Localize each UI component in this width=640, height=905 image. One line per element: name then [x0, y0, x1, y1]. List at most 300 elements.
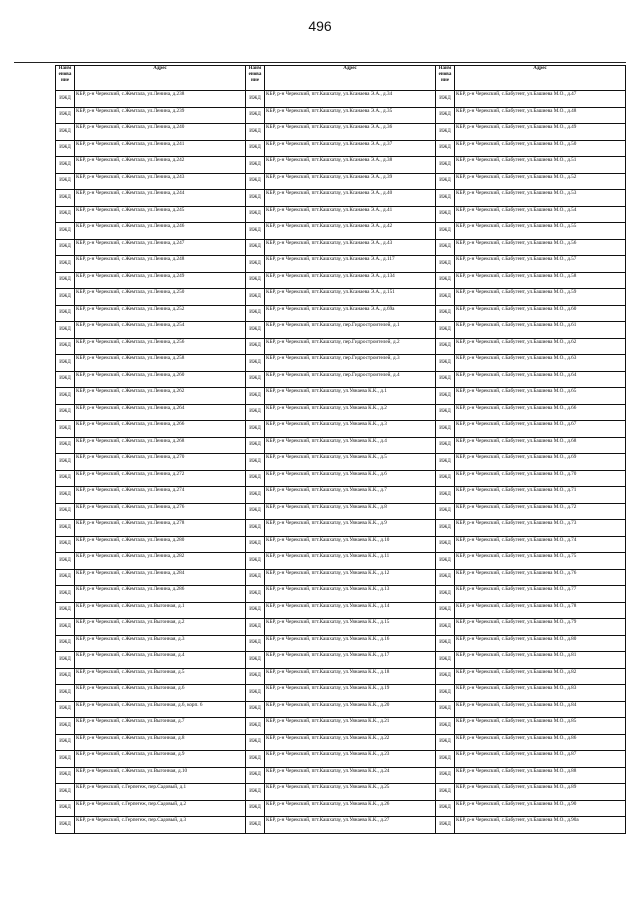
address-cell: КБР, р-н Черекский, пгт.Кашхатау, ул.Уянаева К.К., д.10 [265, 536, 436, 553]
name-cell: ИЖД [56, 338, 75, 355]
name-cell: ИЖД [56, 272, 75, 289]
header-row [56, 66, 626, 91]
address-cell: КБР, р-н Черекский, с.Бабугент, ул.Башиева М.О., д.65 [455, 388, 626, 405]
table-row [56, 289, 626, 306]
name-cell: ИЖД [436, 817, 455, 834]
address-cell: КБР, р-н Черекский, с.Бабугент, ул.Башиева М.О., д.53 [455, 190, 626, 207]
address-cell: КБР, р-н Черекский, с.Жемтала, ул.Ленина, д.266 [75, 421, 246, 438]
name-cell: ИЖД [436, 322, 455, 339]
table-row [56, 355, 626, 372]
address-cell: КБР, р-н Черекский, с.Жемтала, ул.Ленина, д.270 [75, 454, 246, 471]
address-cell: КБР, р-н Черекский, пгт.Кашхатау, ул.Уянаева К.К., д.12 [265, 569, 436, 586]
name-cell: ИЖД [436, 305, 455, 322]
address-cell: КБР, р-н Черекский, с.Бабугент, ул.Башиева М.О., д.68 [455, 437, 626, 454]
name-cell: ИЖД [56, 784, 75, 801]
address-cell: КБР, р-н Черекский, с.Жемтала, ул.Ленина, д.276 [75, 503, 246, 520]
address-cell: КБР, р-н Черекский, с.Бабугент, ул.Башиева М.О., д.55 [455, 223, 626, 240]
address-cell: КБР, р-н Черекский, с.Жемтала, ул.Выгонная, д.10 [75, 767, 246, 784]
address-cell: КБР, р-н Черекский, пгт.Кашхатау, ул.Уянаева К.К., д.18 [265, 668, 436, 685]
address-cell: КБР, р-н Черекский, с.Бабугент, ул.Башиева М.О., д.58 [455, 272, 626, 289]
address-cell: КБР, р-н Черекский, с.Жемтала, ул.Ленина, д.268 [75, 437, 246, 454]
name-cell: ИЖД [246, 338, 265, 355]
name-cell: ИЖД [56, 487, 75, 504]
name-cell: ИЖД [246, 355, 265, 372]
name-cell: ИЖД [56, 355, 75, 372]
name-cell: ИЖД [436, 454, 455, 471]
address-cell: КБР, р-н Черекский, с.Бабугент, ул.Башиева М.О., д.82 [455, 668, 626, 685]
name-cell: ИЖД [56, 206, 75, 223]
address-cell: КБР, р-н Черекский, с.Жемтала, ул.Ленина, д.260 [75, 371, 246, 388]
name-cell: ИЖД [246, 800, 265, 817]
name-cell: ИЖД [56, 256, 75, 273]
address-cell: КБР, р-н Черекский, с.Бабугент, ул.Башиева М.О., д.78 [455, 602, 626, 619]
table-row [56, 685, 626, 702]
address-cell: КБР, р-н Черекский, с.Бабугент, ул.Башиева М.О., д.75 [455, 553, 626, 570]
name-cell: ИЖД [56, 107, 75, 124]
name-cell: ИЖД [436, 371, 455, 388]
address-cell: КБР, р-н Черекский, с.Жемтала, ул.Ленина, д.242 [75, 157, 246, 174]
name-cell: ИЖД [436, 520, 455, 537]
header-address-1: Адрес [75, 66, 246, 91]
table-row [56, 553, 626, 570]
address-cell: КБР, р-н Черекский, пгт.Кашхатау, ул.Уянаева К.К., д.13 [265, 586, 436, 603]
name-cell: ИЖД [56, 91, 75, 108]
name-cell: ИЖД [56, 190, 75, 207]
address-cell: КБР, р-н Черекский, пгт.Кашхатау, ул.Ксанаева Э.А., д.151 [265, 289, 436, 306]
table-row [56, 223, 626, 240]
name-cell: ИЖД [436, 173, 455, 190]
address-cell: КБР, р-н Черекский, с.Бабугент, ул.Башиева М.О., д.88 [455, 767, 626, 784]
address-cell: КБР, р-н Черекский, с.Жемтала, ул.Ленина, д.240 [75, 124, 246, 141]
address-cell: КБР, р-н Черекский, с.Бабугент, ул.Башиева М.О., д.90 [455, 800, 626, 817]
name-cell: ИЖД [246, 652, 265, 669]
name-cell: ИЖД [436, 206, 455, 223]
address-cell: КБР, р-н Черекский, с.Бабугент, ул.Башиева М.О., д.72 [455, 503, 626, 520]
address-cell: КБР, р-н Черекский, с.Бабугент, ул.Башиева М.О., д.69 [455, 454, 626, 471]
name-cell: ИЖД [56, 388, 75, 405]
address-cell: КБР, р-н Черекский, пгт.Кашхатау, ул.Уянаева К.К., д.24 [265, 767, 436, 784]
table-row [56, 734, 626, 751]
name-cell: ИЖД [246, 437, 265, 454]
name-cell: ИЖД [436, 338, 455, 355]
address-cell: КБР, р-н Черекский, с.Бабугент, ул.Башиева М.О., д.57 [455, 256, 626, 273]
address-cell: КБР, р-н Черекский, пгт.Кашхатау, ул.Уянаева К.К., д.2 [265, 404, 436, 421]
name-cell: ИЖД [56, 652, 75, 669]
address-cell: КБР, р-н Черекский, с.Бабугент, ул.Башиева М.О., д.89 [455, 784, 626, 801]
address-cell: КБР, р-н Черекский, с.Жемтала, ул.Ленина, д.239 [75, 107, 246, 124]
name-cell: ИЖД [56, 751, 75, 768]
name-cell: ИЖД [246, 784, 265, 801]
address-cell: КБР, р-н Черекский, пгт.Кашхатау, ул.Ксанаева Э.А., д.69а [265, 305, 436, 322]
name-cell: ИЖД [246, 371, 265, 388]
address-cell: КБР, р-н Черекский, пгт.Кашхатау, ул.Уянаева К.К., д.25 [265, 784, 436, 801]
name-cell: ИЖД [246, 239, 265, 256]
address-cell: КБР, р-н Черекский, с.Бабугент, ул.Башиева М.О., д.83 [455, 685, 626, 702]
address-cell: КБР, р-н Черекский, пгт.Кашхатау, ул.Уянаева К.К., д.4 [265, 437, 436, 454]
address-cell: КБР, р-н Черекский, с.Бабугент, ул.Башиева М.О., д.80 [455, 635, 626, 652]
address-cell: КБР, р-н Черекский, с.Герпегеж, пер.Садовый, д.2 [75, 800, 246, 817]
table-row [56, 767, 626, 784]
table-row [56, 140, 626, 157]
address-cell: КБР, р-н Черекский, с.Жемтала, ул.Ленина, д.284 [75, 569, 246, 586]
name-cell: ИЖД [436, 437, 455, 454]
name-cell: ИЖД [246, 701, 265, 718]
header-name-2: Наим енова ние [246, 66, 265, 91]
address-table [55, 65, 626, 834]
name-cell: ИЖД [246, 668, 265, 685]
name-cell: ИЖД [246, 305, 265, 322]
address-cell: КБР, р-н Черекский, с.Жемтала, ул.Ленина, д.248 [75, 256, 246, 273]
address-cell: КБР, р-н Черекский, пгт.Кашхатау, пер.Гидростроителей, д.4 [265, 371, 436, 388]
address-cell: КБР, р-н Черекский, с.Бабугент, ул.Башиева М.О., д.86 [455, 734, 626, 751]
page-number: 496 [308, 18, 332, 34]
address-cell: КБР, р-н Черекский, с.Жемтала, ул.Ленина, д.247 [75, 239, 246, 256]
name-cell: ИЖД [246, 536, 265, 553]
name-cell: ИЖД [246, 289, 265, 306]
name-cell: ИЖД [56, 602, 75, 619]
table-row [56, 91, 626, 108]
address-cell: КБР, р-н Черекский, с.Бабугент, ул.Башиева М.О., д.79 [455, 619, 626, 636]
name-cell: ИЖД [246, 817, 265, 834]
header-address-3: Адрес [455, 66, 626, 91]
top-rule [14, 62, 626, 63]
table-row [56, 635, 626, 652]
name-cell: ИЖД [246, 157, 265, 174]
address-cell: КБР, р-н Черекский, с.Бабугент, ул.Башиева М.О., д.62 [455, 338, 626, 355]
table-row [56, 239, 626, 256]
name-cell: ИЖД [436, 421, 455, 438]
name-cell: ИЖД [56, 503, 75, 520]
address-cell: КБР, р-н Черекский, с.Жемтала, ул.Ленина, д.254 [75, 322, 246, 339]
address-cell: КБР, р-н Черекский, пгт.Кашхатау, ул.Уянаева К.К., д.6 [265, 470, 436, 487]
table-row [56, 338, 626, 355]
header-address-2: Адрес [265, 66, 436, 91]
header-name-3: Наим енова ние [436, 66, 455, 91]
name-cell: ИЖД [246, 322, 265, 339]
name-cell: ИЖД [56, 817, 75, 834]
name-cell: ИЖД [246, 635, 265, 652]
table-row [56, 536, 626, 553]
table-row [56, 454, 626, 471]
table-row [56, 157, 626, 174]
address-cell: КБР, р-н Черекский, с.Жемтала, ул.Ленина, д.252 [75, 305, 246, 322]
name-cell: ИЖД [436, 272, 455, 289]
name-cell: ИЖД [436, 91, 455, 108]
address-cell: КБР, р-н Черекский, с.Бабугент, ул.Башиева М.О., д.54 [455, 206, 626, 223]
address-cell: КБР, р-н Черекский, с.Бабугент, ул.Башиева М.О., д.52 [455, 173, 626, 190]
address-cell: КБР, р-н Черекский, пгт.Кашхатау, ул.Уянаева К.К., д.17 [265, 652, 436, 669]
name-cell: ИЖД [436, 256, 455, 273]
table-row [56, 817, 626, 834]
table-row [56, 190, 626, 207]
table-row [56, 305, 626, 322]
name-cell: ИЖД [56, 685, 75, 702]
address-cell: КБР, р-н Черекский, пгт.Кашхатау, ул.Уянаева К.К., д.7 [265, 487, 436, 504]
address-cell: КБР, р-н Черекский, пгт.Кашхатау, ул.Уянаева К.К., д.26 [265, 800, 436, 817]
address-cell: КБР, р-н Черекский, с.Герпегеж, пер.Садовый, д.1 [75, 784, 246, 801]
address-cell: КБР, р-н Черекский, пгт.Кашхатау, ул.Уянаева К.К., д.15 [265, 619, 436, 636]
name-cell: ИЖД [246, 586, 265, 603]
name-cell: ИЖД [436, 140, 455, 157]
name-cell: ИЖД [56, 701, 75, 718]
address-cell: КБР, р-н Черекский, с.Жемтала, ул.Ленина, д.280 [75, 536, 246, 553]
address-cell: КБР, р-н Черекский, пгт.Кашхатау, ул.Уянаева К.К., д.16 [265, 635, 436, 652]
name-cell: ИЖД [436, 685, 455, 702]
address-cell: КБР, р-н Черекский, с.Жемтала, ул.Ленина, д.262 [75, 388, 246, 405]
name-cell: ИЖД [436, 503, 455, 520]
table-row [56, 371, 626, 388]
name-cell: ИЖД [436, 124, 455, 141]
name-cell: ИЖД [246, 602, 265, 619]
name-cell: ИЖД [56, 536, 75, 553]
name-cell: ИЖД [56, 454, 75, 471]
table-row [56, 437, 626, 454]
address-cell: КБР, р-н Черекский, с.Жемтала, ул.Выгонная, д.5 [75, 668, 246, 685]
address-cell: КБР, р-н Черекский, с.Жемтала, ул.Ленина, д.274 [75, 487, 246, 504]
address-cell: КБР, р-н Черекский, с.Жемтала, ул.Ленина, д.238 [75, 91, 246, 108]
address-cell: КБР, р-н Черекский, с.Жемтала, ул.Ленина, д.245 [75, 206, 246, 223]
name-cell: ИЖД [56, 421, 75, 438]
name-cell: ИЖД [246, 751, 265, 768]
name-cell: ИЖД [246, 91, 265, 108]
address-cell: КБР, р-н Черекский, с.Бабугент, ул.Башиева М.О., д.48 [455, 107, 626, 124]
name-cell: ИЖД [436, 734, 455, 751]
address-cell: КБР, р-н Черекский, с.Жемтала, ул.Ленина, д.256 [75, 338, 246, 355]
address-cell: КБР, р-н Черекский, с.Жемтала, ул.Выгонная, д.6, корп. 6 [75, 701, 246, 718]
address-cell: КБР, р-н Черекский, пгт.Кашхатау, ул.Ксанаева Э.А., д.42 [265, 223, 436, 240]
address-cell: КБР, р-н Черекский, пгт.Кашхатау, ул.Уянаева К.К., д.22 [265, 734, 436, 751]
table-row [56, 421, 626, 438]
address-cell: КБР, р-н Черекский, с.Жемтала, ул.Ленина, д.258 [75, 355, 246, 372]
name-cell: ИЖД [56, 289, 75, 306]
table-row [56, 701, 626, 718]
name-cell: ИЖД [436, 157, 455, 174]
address-cell: КБР, р-н Черекский, с.Бабугент, ул.Башиева М.О., д.60 [455, 305, 626, 322]
name-cell: ИЖД [246, 619, 265, 636]
name-cell: ИЖД [246, 520, 265, 537]
address-cell: КБР, р-н Черекский, пгт.Кашхатау, ул.Ксанаева Э.А., д.117 [265, 256, 436, 273]
address-cell: КБР, р-н Черекский, с.Бабугент, ул.Башиева М.О., д.51 [455, 157, 626, 174]
name-cell: ИЖД [436, 767, 455, 784]
address-cell: КБР, р-н Черекский, с.Бабугент, ул.Башиева М.О., д.70 [455, 470, 626, 487]
name-cell: ИЖД [56, 470, 75, 487]
table-row [56, 668, 626, 685]
address-cell: КБР, р-н Черекский, пгт.Кашхатау, ул.Уянаева К.К., д.11 [265, 553, 436, 570]
address-cell: КБР, р-н Черекский, пгт.Кашхатау, ул.Ксанаева Э.А., д.36 [265, 124, 436, 141]
address-cell: КБР, р-н Черекский, с.Жемтала, ул.Ленина, д.286 [75, 586, 246, 603]
name-cell: ИЖД [436, 751, 455, 768]
address-cell: КБР, р-н Черекский, пгт.Кашхатау, ул.Ксанаева Э.А., д.34 [265, 91, 436, 108]
name-cell: ИЖД [436, 619, 455, 636]
table-row [56, 256, 626, 273]
address-cell: КБР, р-н Черекский, пгт.Кашхатау, ул.Ксанаева Э.А., д.43 [265, 239, 436, 256]
name-cell: ИЖД [56, 322, 75, 339]
name-cell: ИЖД [56, 305, 75, 322]
address-cell: КБР, р-н Черекский, пгт.Кашхатау, ул.Уянаева К.К., д.3 [265, 421, 436, 438]
address-cell: КБР, р-н Черекский, пгт.Кашхатау, ул.Ксанаева Э.А., д.40 [265, 190, 436, 207]
address-cell: КБР, р-н Черекский, с.Жемтала, ул.Ленина, д.278 [75, 520, 246, 537]
name-cell: ИЖД [246, 256, 265, 273]
address-cell: КБР, р-н Черекский, с.Бабугент, ул.Башиева М.О., д.90а [455, 817, 626, 834]
table-row [56, 569, 626, 586]
address-cell: КБР, р-н Черекский, с.Жемтала, ул.Ленина, д.246 [75, 223, 246, 240]
address-cell: КБР, р-н Черекский, с.Бабугент, ул.Башиева М.О., д.61 [455, 322, 626, 339]
name-cell: ИЖД [436, 635, 455, 652]
table-row [56, 470, 626, 487]
address-cell: КБР, р-н Черекский, с.Бабугент, ул.Башиева М.О., д.77 [455, 586, 626, 603]
name-cell: ИЖД [56, 371, 75, 388]
address-cell: КБР, р-н Черекский, пгт.Кашхатау, ул.Уянаева К.К., д.5 [265, 454, 436, 471]
name-cell: ИЖД [246, 487, 265, 504]
address-cell: КБР, р-н Черекский, с.Бабугент, ул.Башиева М.О., д.47 [455, 91, 626, 108]
name-cell: ИЖД [56, 124, 75, 141]
name-cell: ИЖД [246, 272, 265, 289]
name-cell: ИЖД [436, 388, 455, 405]
name-cell: ИЖД [436, 404, 455, 421]
table-row [56, 404, 626, 421]
name-cell: ИЖД [436, 668, 455, 685]
address-cell: КБР, р-н Черекский, пгт.Кашхатау, пер.Гидростроителей, д.1 [265, 322, 436, 339]
name-cell: ИЖД [246, 206, 265, 223]
address-cell: КБР, р-н Черекский, пгт.Кашхатау, ул.Уянаева К.К., д.19 [265, 685, 436, 702]
table-row [56, 206, 626, 223]
address-cell: КБР, р-н Черекский, с.Жемтала, ул.Ленина, д.249 [75, 272, 246, 289]
name-cell: ИЖД [436, 107, 455, 124]
address-cell: КБР, р-н Черекский, с.Жемтала, ул.Выгонная, д.7 [75, 718, 246, 735]
table-row [56, 718, 626, 735]
address-cell: КБР, р-н Черекский, пгт.Кашхатау, пер.Гидростроителей, д.3 [265, 355, 436, 372]
address-cell: КБР, р-н Черекский, с.Герпегеж, пер.Садовый, д.3 [75, 817, 246, 834]
address-cell: КБР, р-н Черекский, с.Бабугент, ул.Башиева М.О., д.87 [455, 751, 626, 768]
name-cell: ИЖД [436, 586, 455, 603]
address-cell: КБР, р-н Черекский, с.Жемтала, ул.Ленина, д.272 [75, 470, 246, 487]
table-row [56, 503, 626, 520]
address-cell: КБР, р-н Черекский, пгт.Кашхатау, ул.Уянаева К.К., д.9 [265, 520, 436, 537]
address-cell: КБР, р-н Черекский, с.Бабугент, ул.Башиева М.О., д.63 [455, 355, 626, 372]
address-cell: КБР, р-н Черекский, с.Бабугент, ул.Башиева М.О., д.56 [455, 239, 626, 256]
name-cell: ИЖД [56, 437, 75, 454]
address-cell: КБР, р-н Черекский, пгт.Кашхатау, ул.Уянаева К.К., д.8 [265, 503, 436, 520]
table-row [56, 487, 626, 504]
address-cell: КБР, р-н Черекский, пгт.Кашхатау, ул.Ксанаева Э.А., д.38 [265, 157, 436, 174]
address-cell: КБР, р-н Черекский, пгт.Кашхатау, ул.Уянаева К.К., д.21 [265, 718, 436, 735]
name-cell: ИЖД [246, 404, 265, 421]
name-cell: ИЖД [246, 124, 265, 141]
address-cell: КБР, р-н Черекский, с.Жемтала, ул.Выгонная, д.2 [75, 619, 246, 636]
address-cell: КБР, р-н Черекский, пгт.Кашхатау, ул.Уянаева К.К., д.23 [265, 751, 436, 768]
table-row [56, 602, 626, 619]
table-row [56, 124, 626, 141]
address-cell: КБР, р-н Черекский, с.Бабугент, ул.Башиева М.О., д.81 [455, 652, 626, 669]
address-cell: КБР, р-н Черекский, пгт.Кашхатау, ул.Уянаева К.К., д.20 [265, 701, 436, 718]
name-cell: ИЖД [56, 767, 75, 784]
name-cell: ИЖД [56, 635, 75, 652]
table-row [56, 173, 626, 190]
table-row [56, 751, 626, 768]
name-cell: ИЖД [56, 173, 75, 190]
name-cell: ИЖД [56, 800, 75, 817]
address-cell: КБР, р-н Черекский, с.Жемтала, ул.Выгонная, д.4 [75, 652, 246, 669]
name-cell: ИЖД [246, 421, 265, 438]
name-cell: ИЖД [246, 734, 265, 751]
address-cell: КБР, р-н Черекский, с.Жемтала, ул.Ленина, д.244 [75, 190, 246, 207]
name-cell: ИЖД [246, 173, 265, 190]
name-cell: ИЖД [56, 140, 75, 157]
address-cell: КБР, р-н Черекский, с.Жемтала, ул.Ленина, д.264 [75, 404, 246, 421]
table-row [56, 784, 626, 801]
address-cell: КБР, р-н Черекский, с.Жемтала, ул.Выгонная, д.9 [75, 751, 246, 768]
table-row [56, 272, 626, 289]
address-cell: КБР, р-н Черекский, с.Жемтала, ул.Выгонная, д.6 [75, 685, 246, 702]
address-cell: КБР, р-н Черекский, с.Бабугент, ул.Башиева М.О., д.85 [455, 718, 626, 735]
address-cell: КБР, р-н Черекский, с.Бабугент, ул.Башиева М.О., д.76 [455, 569, 626, 586]
name-cell: ИЖД [436, 190, 455, 207]
name-cell: ИЖД [246, 454, 265, 471]
name-cell: ИЖД [246, 107, 265, 124]
address-cell: КБР, р-н Черекский, с.Жемтала, ул.Ленина, д.250 [75, 289, 246, 306]
name-cell: ИЖД [246, 140, 265, 157]
name-cell: ИЖД [56, 734, 75, 751]
name-cell: ИЖД [246, 503, 265, 520]
name-cell: ИЖД [436, 784, 455, 801]
table-row [56, 107, 626, 124]
name-cell: ИЖД [56, 569, 75, 586]
address-cell: КБР, р-н Черекский, с.Бабугент, ул.Башиева М.О., д.73 [455, 520, 626, 537]
table-row [56, 520, 626, 537]
address-cell: КБР, р-н Черекский, с.Бабугент, ул.Башиева М.О., д.74 [455, 536, 626, 553]
name-cell: ИЖД [246, 470, 265, 487]
name-cell: ИЖД [246, 223, 265, 240]
name-cell: ИЖД [436, 470, 455, 487]
table-row [56, 652, 626, 669]
name-cell: ИЖД [246, 718, 265, 735]
name-cell: ИЖД [436, 223, 455, 240]
address-cell: КБР, р-н Черекский, с.Бабугент, ул.Башиева М.О., д.64 [455, 371, 626, 388]
name-cell: ИЖД [436, 289, 455, 306]
address-cell: КБР, р-н Черекский, пгт.Кашхатау, ул.Ксанаева Э.А., д.134 [265, 272, 436, 289]
table-row [56, 388, 626, 405]
address-cell: КБР, р-н Черекский, пгт.Кашхатау, ул.Уянаева К.К., д.1 [265, 388, 436, 405]
address-cell: КБР, р-н Черекский, с.Бабугент, ул.Башиева М.О., д.84 [455, 701, 626, 718]
name-cell: ИЖД [436, 718, 455, 735]
name-cell: ИЖД [56, 668, 75, 685]
address-cell: КБР, р-н Черекский, с.Жемтала, ул.Ленина, д.282 [75, 553, 246, 570]
address-cell: КБР, р-н Черекский, с.Жемтала, ул.Выгонная, д.1 [75, 602, 246, 619]
name-cell: ИЖД [436, 239, 455, 256]
address-cell: КБР, р-н Черекский, с.Жемтала, ул.Ленина, д.243 [75, 173, 246, 190]
name-cell: ИЖД [246, 553, 265, 570]
name-cell: ИЖД [56, 404, 75, 421]
address-cell: КБР, р-н Черекский, пгт.Кашхатау, ул.Ксанаева Э.А., д.35 [265, 107, 436, 124]
name-cell: ИЖД [436, 602, 455, 619]
table-row [56, 586, 626, 603]
name-cell: ИЖД [246, 388, 265, 405]
address-cell: КБР, р-н Черекский, с.Жемтала, ул.Выгонная, д.3 [75, 635, 246, 652]
address-cell: КБР, р-н Черекский, с.Бабугент, ул.Башиева М.О., д.67 [455, 421, 626, 438]
address-cell: КБР, р-н Черекский, пгт.Кашхатау, ул.Ксанаева Э.А., д.39 [265, 173, 436, 190]
name-cell: ИЖД [436, 553, 455, 570]
name-cell: ИЖД [56, 239, 75, 256]
name-cell: ИЖД [436, 652, 455, 669]
name-cell: ИЖД [56, 520, 75, 537]
address-cell: КБР, р-н Черекский, с.Бабугент, ул.Башиева М.О., д.49 [455, 124, 626, 141]
address-cell: КБР, р-н Черекский, пгт.Кашхатау, ул.Ксанаева Э.А., д.37 [265, 140, 436, 157]
table-row [56, 322, 626, 339]
name-cell: ИЖД [436, 569, 455, 586]
table-row [56, 619, 626, 636]
name-cell: ИЖД [436, 701, 455, 718]
name-cell: ИЖД [436, 355, 455, 372]
